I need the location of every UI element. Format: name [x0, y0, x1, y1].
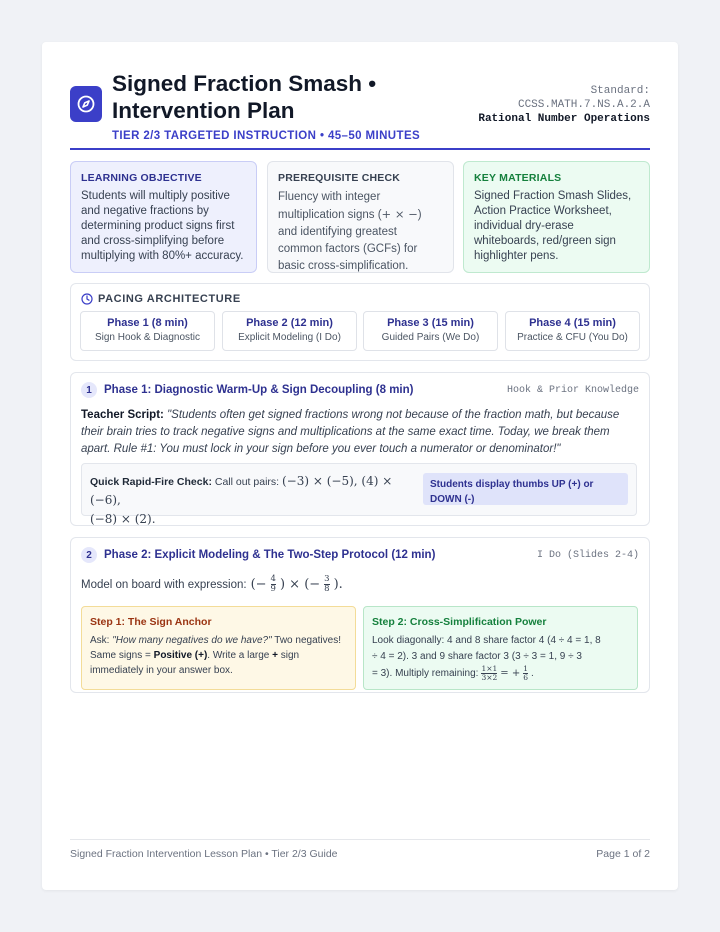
pacing-title: PACING ARCHITECTURE [98, 293, 241, 305]
pacing-phase-4: Phase 4 (15 min) Practice & CFU (You Do) [505, 311, 640, 351]
rapid-fire-check: Quick Rapid-Fire Check: Call out pairs: (−3) × (−5), (4) × (−6), (−8) × (2). Students display thumbs UP (+) or DOWN (-) [81, 463, 637, 516]
key-materials-card [463, 161, 650, 273]
standard-code: CCSS.MATH.7.NS.A.2.A [517, 99, 650, 111]
pacing-phase-2: Phase 2 (12 min) Explicit Modeling (I Do) [222, 311, 357, 351]
pacing-architecture [70, 283, 650, 361]
phase-1-section [70, 372, 650, 526]
thumbs-instruction-pill: Students display thumbs UP (+) or DOWN (-) [423, 473, 628, 505]
section-tag: Hook & Prior Knowledge [506, 385, 639, 396]
header [70, 70, 650, 150]
section-title: Phase 1: Diagnostic Warm-Up & Sign Decoupling (8 min) [104, 384, 414, 396]
compass-icon [70, 86, 102, 122]
page-number: Page 1 of 2 [596, 848, 650, 860]
standard-label: Standard: [590, 85, 650, 97]
learning-objective-card [70, 161, 257, 273]
clock-icon [81, 293, 93, 305]
lesson-plan-page [42, 42, 678, 890]
card-label: PREREQUISITE CHECK [278, 172, 401, 184]
pacing-phase-1: Phase 1 (8 min) Sign Hook & Diagnostic [80, 311, 215, 351]
phase-2-section [70, 537, 650, 693]
page-title: Signed Fraction Smash • Intervention Plan [112, 71, 377, 123]
step-2-cross-simplification: Step 2: Cross-Simplification Power Look diagonally: 4 and 8 share factor 4 (4 ÷ 4 = 1, 8 ÷ 4 = 2). 3 and 9 share factor 3 (3 ÷ 3 = 1, 9 ÷ 3 = 3). Multiply remaining: $\frac{1\times 1}{3\times 2}$ = + $\frac{1}{6}$ . [363, 606, 638, 690]
teacher-script: Teacher Script: "Students often get signed fractions wrong not because of the fraction math, but because their brain tries to track negative signs and multiplications at the same exact time. Today, we break them apart. Rule #1: You must lock in your sign before you ever touch a numerator or denominator!" [81, 409, 620, 455]
phase-number-badge: 2 [81, 547, 97, 563]
standard-name: Rational Number Operations [478, 113, 650, 125]
section-tag: I Do (Slides 2-4) [536, 550, 639, 561]
info-cards [70, 161, 650, 273]
card-label: KEY MATERIALS [474, 172, 562, 184]
pacing-phase-3: Phase 3 (15 min) Guided Pairs (We Do) [363, 311, 498, 351]
card-body: Fluency with integer multiplication signs (+ × −) and identifying greatest common factors (GCFs) for basic cross-simplification. [278, 191, 422, 272]
page-subtitle: TIER 2/3 TARGETED INSTRUCTION • 45–50 MINUTES [112, 130, 421, 142]
card-body: Signed Fraction Smash Slides, Action Practice Worksheet, individual dry-erase whiteboards, red/green sign highlighter pens. [474, 190, 632, 262]
model-expression: Model on board with expression: (− $\frac{4}{9}$ ) × (− $\frac{3}{8}$ ). [81, 574, 343, 594]
phase-number-badge: 1 [81, 382, 97, 398]
step-1-sign-anchor: Step 1: The Sign Anchor Ask: "How many negatives do we have?" Two negatives! Same signs = Positive (+). Write a large + sign immediately in your answer box. [81, 606, 356, 690]
standard-block [478, 84, 650, 126]
card-body: Students will multiply positive and negative fractions by determining product signs first and cross-simplifying before multiplying with 80%+ accuracy. [81, 190, 244, 262]
header-divider [70, 148, 650, 150]
section-title: Phase 2: Explicit Modeling & The Two-Step Protocol (12 min) [104, 549, 436, 561]
footer-divider [70, 839, 650, 840]
card-label: LEARNING OBJECTIVE [81, 172, 202, 184]
prerequisite-card [267, 161, 454, 273]
footer-title: Signed Fraction Intervention Lesson Plan • Tier 2/3 Guide [70, 848, 338, 860]
